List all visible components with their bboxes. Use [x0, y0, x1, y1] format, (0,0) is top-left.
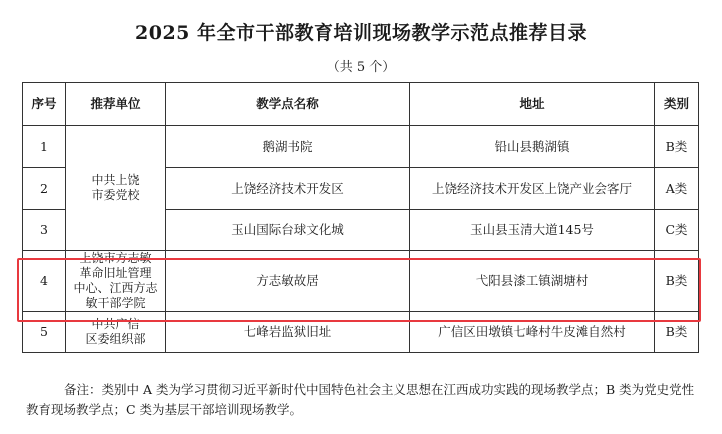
- header-address: 地址: [410, 83, 655, 126]
- cell-name: 玉山国际台球文化城: [166, 210, 410, 251]
- cell-no: 1: [23, 126, 66, 168]
- cell-category: A类: [655, 168, 699, 210]
- unit-line: 敏干部学院: [85, 296, 146, 310]
- cell-address: 玉山县玉清大道145号: [410, 210, 655, 251]
- unit-line: 市委党校: [91, 188, 140, 202]
- cell-address: 上饶经济技术开发区上饶产业会客厅: [410, 168, 655, 210]
- cell-name: 上饶经济技术开发区: [166, 168, 410, 210]
- cell-address: 广信区田墩镇七峰村牛皮滩自然村: [410, 312, 655, 353]
- table-header-row: [23, 83, 699, 126]
- cell-name: 方志敏故居: [166, 251, 410, 312]
- cell-name: 七峰岩监狱旧址: [166, 312, 410, 353]
- unit-line: 革命旧址管理: [79, 266, 152, 280]
- cell-unit: [66, 312, 166, 353]
- cell-address: 铅山县鹅湖镇: [410, 126, 655, 168]
- cell-category: B类: [655, 312, 699, 353]
- cell-no: 3: [23, 210, 66, 251]
- table-row: [23, 312, 699, 353]
- cell-unit-merged: [66, 126, 166, 251]
- cell-category: B类: [655, 126, 699, 168]
- cell-no: 4: [23, 251, 66, 312]
- cell-category: C类: [655, 210, 699, 251]
- unit-line: 上饶市方志敏: [79, 251, 152, 265]
- table-row: [23, 126, 699, 168]
- unit-line: 中共广信: [91, 317, 140, 331]
- footnote: 备注：类别中 A 类为学习贯彻习近平新时代中国特色社会主义思想在江西成功实践的现场教学点；B 类为党史党性教育现场教学点；C 类为基层干部培训现场教学。: [26, 382, 695, 417]
- cell-category: B类: [655, 251, 699, 312]
- unit-line: 区委组织部: [85, 332, 146, 346]
- recommendation-table: [22, 82, 699, 353]
- cell-no: 2: [23, 168, 66, 210]
- header-no: 序号: [23, 83, 66, 126]
- page-title: 2025 年全市干部教育培训现场教学示范点推荐目录: [135, 22, 587, 44]
- cell-address: 弋阳县漆工镇湖塘村: [410, 251, 655, 312]
- header-category: 类别: [655, 83, 699, 126]
- unit-line: 中心、江西方志: [73, 281, 158, 295]
- header-name: 教学点名称: [166, 83, 410, 126]
- cell-no: 5: [23, 312, 66, 353]
- cell-unit: [66, 251, 166, 312]
- unit-line: 中共上饶: [91, 173, 140, 187]
- cell-name: 鹅湖书院: [166, 126, 410, 168]
- table-row-highlighted: [23, 251, 699, 312]
- header-unit: 推荐单位: [66, 83, 166, 126]
- page-subtitle: （共 5 个）: [326, 60, 396, 75]
